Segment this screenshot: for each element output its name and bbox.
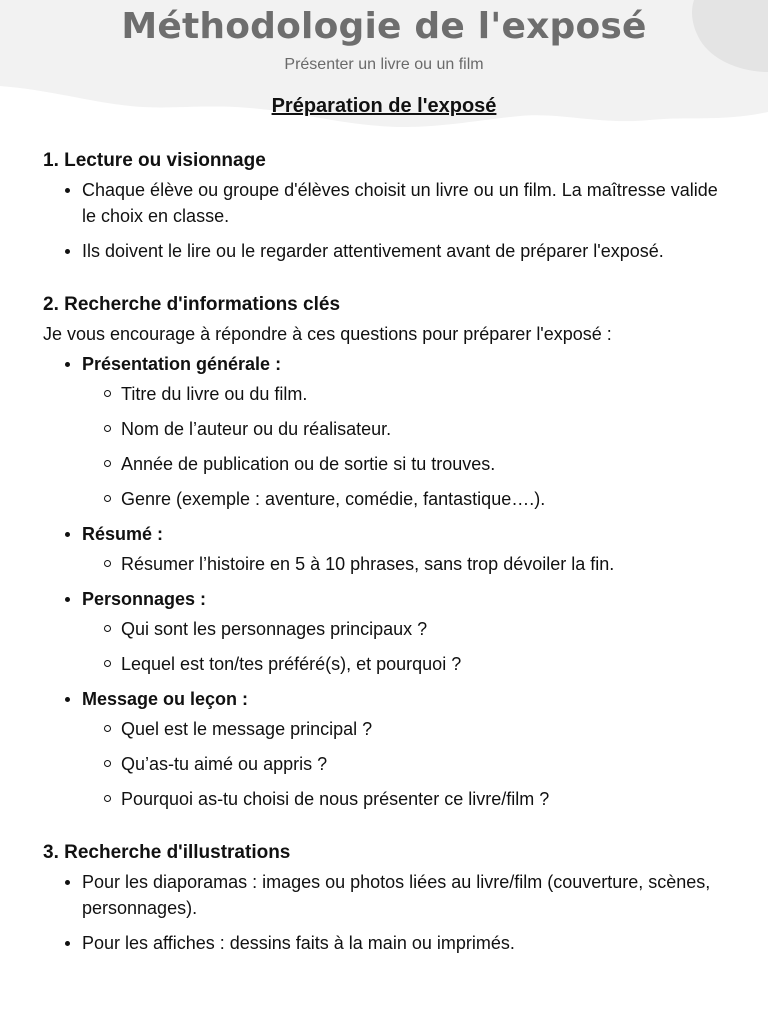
sub-list [82,716,733,812]
group-message-lecon [82,686,733,812]
group-label: Présentation générale : [82,354,282,374]
list-item: Pour les diaporamas : images ou photos liées au livre/film (couverture, scènes, personnages). [82,869,733,921]
sub-list-item: Genre (exemple : aventure, comédie, fantastique….). [121,486,733,512]
page-subtitle: Présenter un livre ou un film [284,56,484,73]
bullet-list [43,869,733,956]
list-item: Pour les affiches : dessins faits à la main ou imprimés. [82,930,733,956]
sub-list [82,616,733,677]
group-label: Personnages : [82,589,207,609]
sub-list-item: Quel est le message principal ? [121,716,733,742]
group-resume [82,521,733,577]
list-item: Ils doivent le lire ou le regarder attentivement avant de préparer l'exposé. [82,238,733,264]
list-item: Chaque élève ou groupe d'élèves choisit un livre ou un film. La maîtresse valide le choix en classe. [82,177,733,229]
sub-list-item: Résumer l’histoire en 5 à 10 phrases, sans trop dévoiler la fin. [121,551,733,577]
group-label: Résumé : [82,524,164,544]
sub-list-item: Qu’as-tu aimé ou appris ? [121,751,733,777]
section-recherche-informations [43,292,733,812]
sub-list-item: Qui sont les personnages principaux ? [121,616,733,642]
bullet-list [43,351,733,812]
group-presentation-generale [82,351,733,512]
document-body [43,148,733,984]
section-recherche-illustrations [43,840,733,956]
sub-list-item: Année de publication ou de sortie si tu trouves. [121,451,733,477]
group-personnages [82,586,733,677]
sub-list-item: Lequel est ton/tes préféré(s), et pourquoi ? [121,651,733,677]
section-heading: 3. Recherche d'illustrations [43,842,291,863]
section-heading: 1. Lecture ou visionnage [43,150,266,171]
sub-list-item: Titre du livre ou du film. [121,381,733,407]
section-intro: Je vous encourage à répondre à ces questions pour préparer l'exposé : [43,324,612,344]
section-title: Préparation de l'exposé [271,95,497,117]
bullet-list [43,177,733,264]
sub-list [82,551,733,577]
sub-list [82,381,733,512]
sub-list-item: Pourquoi as-tu choisi de nous présenter ce livre/film ? [121,786,733,812]
page-title: Méthodologie de l'exposé [121,6,647,47]
group-label: Message ou leçon : [82,689,249,709]
section-heading: 2. Recherche d'informations clés [43,294,341,315]
sub-list-item: Nom de l’auteur ou du réalisateur. [121,416,733,442]
section-lecture [43,148,733,264]
